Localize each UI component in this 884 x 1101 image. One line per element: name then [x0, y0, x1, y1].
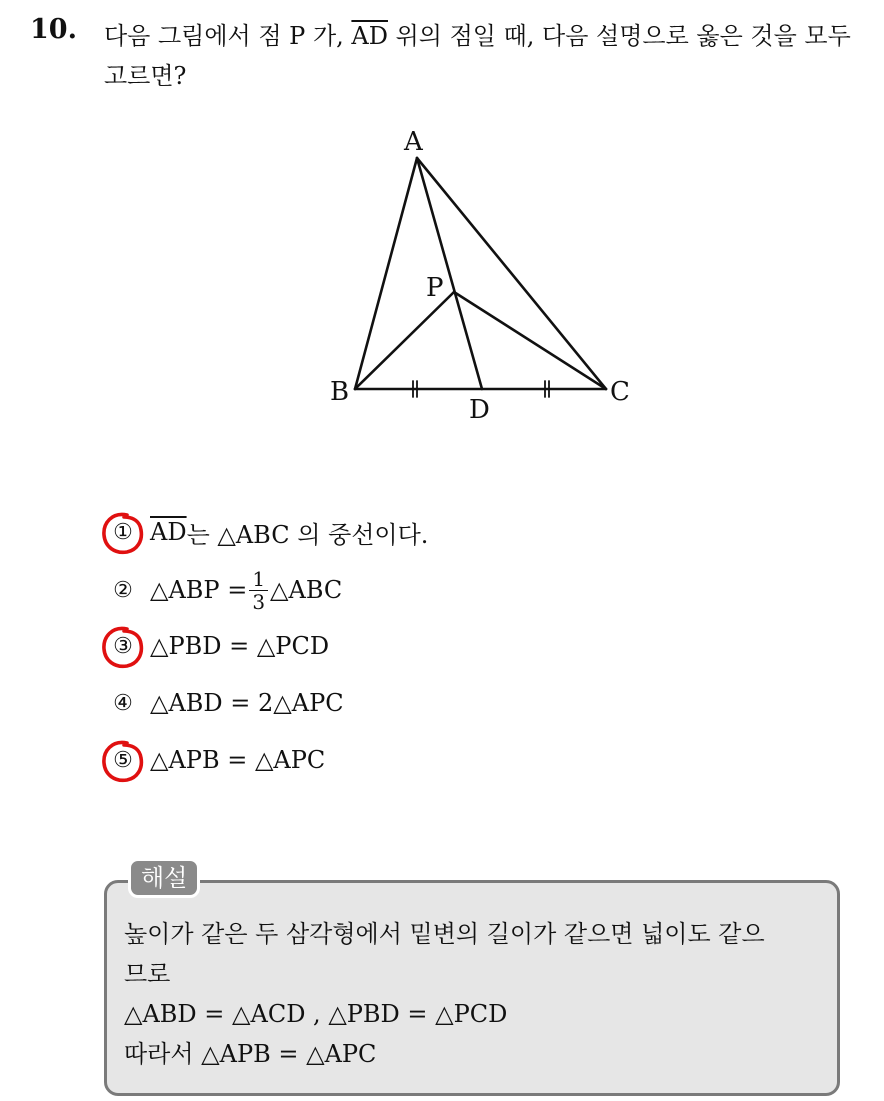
explanation-line-1: 높이가 같은 두 삼각형에서 밑변의 길이가 같으면 넓이도 같으: [124, 920, 765, 948]
side-ac: [417, 158, 606, 389]
choice-1[interactable]: [108, 512, 428, 552]
label-b: B: [330, 377, 350, 407]
choice-1-text: 는 △ABC 의 중선이다.: [186, 520, 429, 549]
choice-2-number: ②: [113, 577, 133, 603]
choice-2-text-left: △ABP =: [150, 576, 248, 604]
explanation-line-4: 따라서 △APB = △APC: [124, 1040, 377, 1068]
question-text-before: 다음 그림에서 점 P 가,: [104, 22, 352, 50]
label-a: A: [404, 127, 423, 157]
choice-4[interactable]: [108, 683, 344, 723]
red-circle-mark-icon: [100, 625, 146, 671]
question-text-after: 위의 점일 때, 다음 설명으로 옳은 것을 모두 고르면?: [104, 22, 851, 90]
segment-pb: [355, 292, 454, 389]
choice-2-fraction: [249, 568, 268, 613]
explanation-text: [124, 914, 836, 1074]
segment-ad: $\overline{AD}$: [351, 22, 388, 50]
explanation-line-3: △ABD = △ACD , △PBD = △PCD: [124, 1000, 508, 1028]
side-ab: [355, 158, 417, 389]
choice-4-text: △ABD = 2△APC: [150, 689, 344, 717]
red-circle-mark-icon: [100, 739, 146, 785]
explanation-tag: 해설: [128, 858, 200, 898]
choice-1-segment: $\overline{AD}$: [150, 518, 187, 546]
choice-2-text-right: △ABC: [270, 576, 343, 604]
triangle-figure: [300, 110, 660, 440]
label-c: C: [610, 377, 630, 407]
red-circle-mark-icon: [100, 511, 146, 557]
choice-5-text: △APB = △APC: [150, 746, 326, 774]
question-number: 10.: [30, 14, 77, 45]
fraction-denominator: 3: [252, 589, 266, 614]
label-d: D: [469, 395, 490, 425]
fraction-numerator: 1: [249, 568, 268, 591]
choice-5-number: ⑤: [108, 748, 138, 773]
choice-2[interactable]: [108, 566, 342, 614]
choice-3[interactable]: [108, 626, 329, 666]
label-p: P: [426, 273, 444, 303]
choice-1-number: ①: [108, 520, 138, 545]
choice-5[interactable]: [108, 740, 325, 780]
explanation-line-2: 므로: [124, 960, 171, 988]
choice-3-text: △PBD = △PCD: [150, 632, 330, 660]
choice-3-number: ③: [108, 634, 138, 659]
question-text: [104, 16, 874, 96]
choice-4-number: ④: [113, 690, 133, 716]
